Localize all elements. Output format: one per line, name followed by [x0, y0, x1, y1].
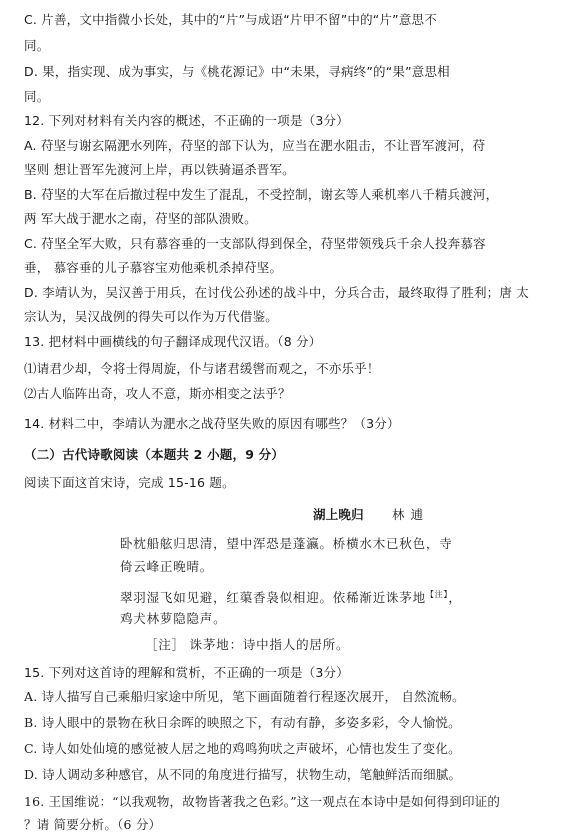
- q16-line-2: ？请 简要分析。（6 分）: [24, 817, 162, 832]
- poem-note-marker: 【注】: [425, 590, 449, 599]
- poem-line-2: 倚云峰正晚晴。: [120, 559, 214, 574]
- q12-stem: 12. 下列对材料有关内容的概述，不正确的一项是（3分）: [24, 113, 349, 128]
- poem-note: ［注］ 诛茅地：诗中指人的居所。: [145, 637, 350, 652]
- q12-option-d-line2: 宗认为，吴汉战例的得失可以作为万代借鉴。: [24, 309, 279, 324]
- q13-sentence-1: ⑴请君少却，令将士得周旋，仆与诸君缓辔而观之，不亦乐乎！: [24, 361, 380, 376]
- q12-option-d-line1: D. 李靖认为，吴汉善于用兵，在讨伐公孙述的战斗中，分兵合击，最终取得了胜利；唐 太: [24, 285, 529, 300]
- poem-title: 湖上晚归: [313, 507, 364, 522]
- q13-stem: 13. 把材料中画横线的句子翻译成现代汉语。（8 分）: [24, 334, 322, 349]
- q15-stem: 15. 下列对这首诗的理解和赏析，不正确的一项是（3分）: [24, 665, 349, 680]
- q15-option-b: B. 诗人眼中的景物在秋日余晖的映照之下，有动有静，多姿多彩，令人愉悦。: [24, 715, 461, 730]
- q11-option-d-line2: 同。: [24, 89, 50, 104]
- q15-option-c: C. 诗人如处仙境的感觉被人居之地的鸡鸣狗吠之声破坏，心情也发生了变化。: [24, 741, 461, 756]
- q13-sentence-2: ⑵古人临阵出奇，攻人不意，斯亦相变之法乎？: [24, 386, 291, 401]
- q11-option-d-line1: D. 果，指实现、成为事实，与《桃花源记》中“未果，寻病终”的“果”意思相: [24, 64, 450, 79]
- poem-author: 林逋: [392, 507, 430, 522]
- q14-stem: 14. 材料二中，李靖认为淝水之战苻坚失败的原因有哪些？（3分）: [24, 416, 400, 431]
- poem-title-row: [313, 506, 429, 524]
- q12-option-b-line2: 两 军大战于淝水之南，苻坚的部队溃败。: [24, 211, 257, 226]
- q12-option-b-line1: B. 苻坚的大军在后撤过程中发生了混乱，不受控制，谢玄等人乘机率八千精兵渡河，: [24, 187, 499, 202]
- q12-option-a-line1: A. 苻坚与谢玄隔淝水列阵，苻坚的部下认为，应当在淝水阻击，不让晋军渡河，苻: [24, 138, 486, 153]
- q12-option-c-line1: C. 苻坚全军大败，只有慕容垂的一支部队得到保全，苻坚带领残兵千余人投奔慕容: [24, 236, 486, 251]
- poem-line-4: 鸡犬林萝隐隐声。: [120, 611, 227, 626]
- q15-option-d: D. 诗人调动多种感官，从不同的角度进行描写，状物生动，笔触鲜活而细腻。: [24, 767, 462, 782]
- poem-line-3-text: 翠羽湿飞如见避，红蕖香袅似相迎。依稀渐近诛茅地: [120, 590, 426, 606]
- q16-line-1: 16. 王国维说：“以我观物，故物皆著我之色彩。”这一观点在本诗中是如何得到印证的: [24, 794, 501, 809]
- q11-option-c-line2: 同。: [24, 38, 50, 53]
- q11-option-c-line1: C. 片善，文中指微小长处，其中的“片”与成语“片甲不留”中的“片”意思不: [24, 12, 437, 27]
- section-intro: 阅读下面这首宋诗，完成 15-16 题。: [24, 475, 235, 490]
- q15-option-a: A. 诗人描写自己乘船归家途中所见，笔下画面随着行程逐次展开， 自然流畅。: [24, 689, 465, 704]
- poem-line-3-end: ，: [448, 590, 462, 606]
- section-heading: （二）古代诗歌阅读（本题共 2 小题，9 分）: [24, 447, 285, 462]
- q12-option-c-line2: 垂， 慕容垂的儿子慕容宝劝他乘机杀掉苻坚。: [24, 260, 283, 275]
- q12-option-a-line2: 坚则 想让晋军先渡河上岸，再以铁骑逼杀晋军。: [24, 162, 295, 177]
- poem-line-3: [120, 586, 462, 607]
- poem-line-1: 卧枕船舷归思清，望中浑恐是蓬瀛。桥横水木已秋色，寺: [120, 536, 453, 551]
